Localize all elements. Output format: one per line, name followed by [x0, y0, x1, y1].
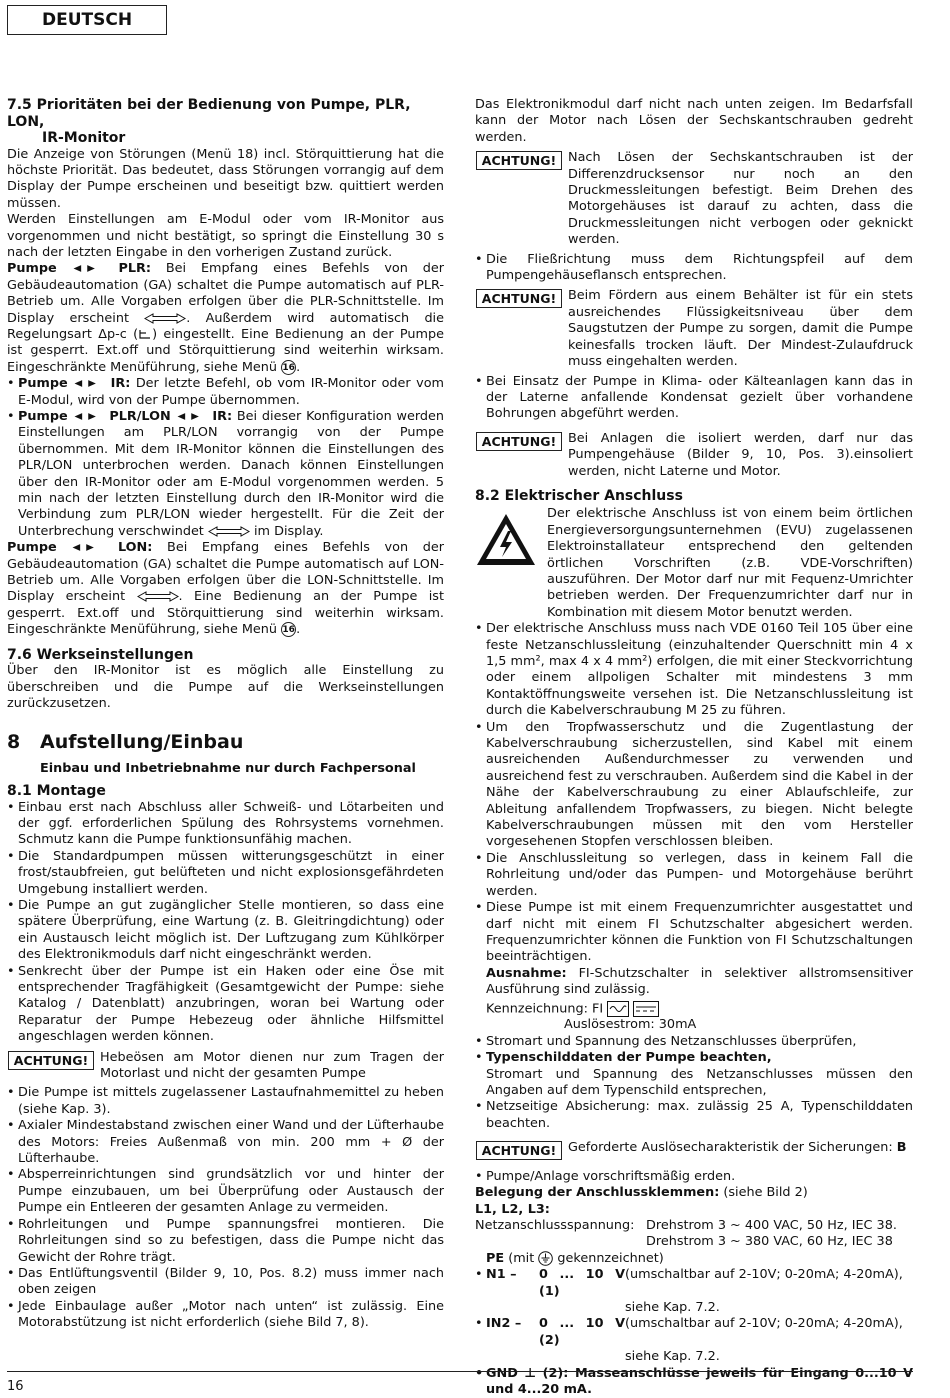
electrical-list [475, 621, 913, 966]
list-item: • Die Anschlussleitung so verlegen, dass in keinem Fall die Rohrleitung und/oder das Pumpen- und Motorgehäuse berührt werden. [475, 851, 913, 900]
electrical-hazard-block: Der elektrische Anschluss ist von einem beim örtlichen Energieversorgungsunternehmen (EVU) zugelassenen Elektroinstallateur entsprechend den geltenden örtlichen Vorschriften (z.B. VDE-Vorschriften) auszuführen. Der Motor darf nur mit Fequenz-Umrichter betrieben werden. Der Frequenzumrichter darf nur in Kombination mit diesem Motor benutzt werden. [475, 506, 913, 621]
language-label-box [7, 5, 167, 35]
list-item: • Die Pumpe ist mittels zugelassener Lastaufnahmemittel zu heben (siehe Kap. 3). [7, 1085, 444, 1118]
paragraph: Über den IR-Monitor ist es möglich alle Einstellung zu überschreiben und die Pumpe auf die Werkseinstellungen zurückzusetzen. [7, 663, 444, 711]
list-item: • Die Standardpumpen müssen witterungsgeschützt in einer frost/staubfreien, gut belüfteten und nicht explosionsgefährdeten Umgebung installiert werden. [7, 849, 444, 898]
earth-ground-icon [538, 1251, 553, 1266]
warning-label: ACHTUNG! [476, 1141, 562, 1160]
double-arrow-filled-icon [73, 411, 105, 422]
section-8-subtitle: Einbau und Inbetriebnahme nur durch Fachpersonal [40, 760, 416, 776]
list-item: • Pumpe/Anlage vorschriftsmäßig erden. [475, 1169, 913, 1185]
language-label: DEUTSCH [42, 10, 133, 30]
section-7-5-title: 7.5 Prioritäten bei der Bedienung von Pumpe, PLR, LON, IR-Monitor [7, 97, 411, 146]
list-item: • Einbau erst nach Abschluss aller Schweiß- und Lötarbeiten und der ggf. erforderlichen Spülung des Rohrsystems vornehmen. Schmutz kann die Pumpe funktionsunfähig machen. [7, 800, 444, 849]
warning-label: ACHTUNG! [8, 1051, 94, 1070]
montage-list-b [7, 1085, 444, 1331]
list-item: • Jede Einbaulage außer „Motor nach unten“ ist zulässig. Eine Motorabstützung ist nicht erforderlich (siehe Bild 7, 8). [7, 1299, 444, 1332]
list-item: • Bei Einsatz der Pumpe in Klima- oder Kälteanlagen kann das in der Laterne anfallende Kondensat gezielt über vorhandene Bohrungen abgeführt werden. [475, 374, 913, 423]
menu-16-icon: 16 [281, 360, 296, 375]
fi-marking: Kennzeichnung: FI [486, 1001, 913, 1018]
list-item: • Rohrleitungen und Pumpe spannungsfrei montieren. Die Rohrleitungen sind so zu befestigen, dass die Pumpe nicht das Gewicht der Rohre trägt. [7, 1217, 444, 1266]
dc-sensitive-icon [633, 1001, 659, 1017]
pump-lon-paragraph: Pumpe LON: Bei Empfang eines Befehls von der Gebäudeautomation (GA) schaltet die Pumpe automatisch auf LON-Betrieb um. Alle Vorgaben erfolgen über die LON-Schnittstelle. Im Display erscheint . Eine Bedienung an der Pumpe ist gesperrt. Ext.off und Störquittierung sind weiterhin wirksam. Eingeschränkte Menüführung, siehe Menü 16. [7, 540, 444, 638]
double-arrow-outline-icon [144, 313, 186, 324]
list-item: • Netzseitige Absicherung: max. zulässig 25 A, Typenschilddaten beachten. [475, 1099, 913, 1132]
list-item: • Die Pumpe an gut zugänglicher Stelle montieren, so dass eine spätere Überprüfung, eine Wartung (z. B. Gleitringdichtung) oder ein Austausch leicht möglich ist. Der Luftzugang zum Kühlkörper des Elektronikmoduls darf nicht eingeschränkt werden. [7, 898, 444, 964]
list-item: • Stromart und Spannung des Netzanschlusses überprüfen, [475, 1034, 913, 1050]
paragraph: Werden Einstellungen am E-Modul oder vom IR-Monitor aus vorgenommen und nicht bestätigt, so springt die Einstellung 30 s nach der letzten Eingabe in den vorherigen Zustand zurück. [7, 212, 444, 260]
warning-note: ACHTUNG! Beim Fördern aus einem Behälter ist für ein stets ausreichendes Flüssigkeitsniveau über dem Saugstutzen der Pumpe zu sorgen, damit die Pumpe keinesfalls trocken läuft. Der Mindest-Zulaufdruck muss eingehalten werden. [475, 288, 913, 370]
double-arrow-outline-icon [137, 591, 179, 602]
double-arrow-outline-icon [208, 526, 250, 537]
double-arrow-filled-icon [73, 378, 105, 389]
warning-label: ACHTUNG! [476, 432, 562, 451]
warning-note: ACHTUNG! Geforderte Auslösecharakteristik der Sicherungen: B [475, 1140, 913, 1156]
page-number: 16 [7, 1379, 24, 1394]
section-8-title: 8 Aufstellung/Einbau [7, 731, 244, 754]
warning-note: ACHTUNG! Hebeösen am Motor dienen nur zum Tragen der Motorlast und nicht der gesamten Pumpe [7, 1050, 444, 1083]
warning-label: ACHTUNG! [476, 289, 562, 308]
ac-sensitive-icon [607, 1001, 629, 1017]
pump-plr-paragraph: Pumpe PLR: Bei Empfang eines Befehls von der Gebäudeautomation (GA) schaltet die Pumpe automatisch auf PLR-Betrieb um. Alle Vorgaben erfolgen über die PLR-Schnittstelle. Im Display erscheint . Außerdem wird automatisch die Regelungsart Δp-c ( ) eingestellt. Eine Bedienung an der Pumpe ist gesperrt. Ext.off und Störquittierung sind weiterhin wirksam. Eingeschränkte Menüführung, siehe Menü 16. [7, 261, 444, 375]
right-column [475, 97, 913, 1398]
warning-note: ACHTUNG! Bei Anlagen die isoliert werden, darf nur das Pumpengehäuse (Bilder 9, 10, Pos. 3).einsoliert werden, nicht Laterne und Motor. [475, 431, 913, 480]
terminal-gnd: • GND ⊥ (2): Masseanschlüsse jeweils für Eingang 0...10 V und 4...20 mA. [475, 1366, 913, 1398]
menu-16-icon: 16 [281, 622, 296, 637]
control-mode-icon [138, 328, 152, 340]
ausnahme-note: Ausnahme: FI-Schutzschalter in selektiver allstromsensitiver Ausführung sind zulässig. Kennzeichnung: FI Auslösestrom: 30mA [486, 965, 913, 1033]
terminal-assignment: Belegung der Anschlussklemmen: (siehe Bild 2) L1, L2, L3: Netzanschlussspannung: Drehstrom 3 ~ 400 VAC, 50 Hz, IEC 38. Drehstrom 3 ~ 380 VAC, 60 Hz, IEC 38 PE (mit gekennzeichnet) • N1 – 0 ... 10 V (1) (umschaltbar auf 2-10V; 0-20mA; 4-20mA), siehe Kap. 7.2. • IN2 – 0 ... 10 V (2) (umschaltbar auf 2-10V; 0-20mA; 4-20mA), siehe Kap. 7.2. • GND ⊥ (2): Masseanschlüsse jeweils für Eingang 0...10 V und 4...20 mA. [475, 1185, 913, 1398]
terminal-in2: • IN2 – 0 ... 10 V (2) (umschaltbar auf 2-10V; 0-20mA; 4-20mA), [475, 1316, 913, 1349]
pump-ir-item: • Pumpe IR: Der letzte Befehl, ob vom IR-Monitor oder vom E-Modul, wird von der Pumpe übernommen. [7, 376, 444, 409]
double-arrow-filled-icon [176, 411, 208, 422]
pump-plrlon-ir-item: • Pumpe PLR/LON IR: Bei dieser Konfiguration werden Einstellungen am PLR/LON vorrangig von der Pumpe übernommen. Mit dem IR-Monitor können die Einstellungen des PLR/LON unterbrochen werden. Danach können Einstellungen über den IR-Monitor oder am E-Modul vorgenommen werden. 5 min nach der letzten Einstellung durch den IR-Monitor wird die Verbindung zum PLR/LON wieder hergestellt. Für die Zeit der Unterbrechung verschwindet im Display. [7, 409, 444, 540]
terminal-n1: • N1 – 0 ... 10 V (1) (umschaltbar auf 2-10V; 0-20mA; 4-20mA), [475, 1267, 913, 1300]
list-item: • Das Entlüftungsventil (Bilder 9, 10, Pos. 8.2) muss immer nach oben zeigen [7, 1266, 444, 1299]
section-7-6-title: 7.6 Werkseinstellungen [7, 646, 194, 663]
list-item: • Axialer Mindestabstand zwischen einer Wand und der Lüfterhaube des Motors: Freies Außenmaß von min. 200 mm + Ø der Lüfterhaube. [7, 1118, 444, 1167]
list-item: • Die Fließrichtung muss dem Richtungspfeil auf dem Pumpengehäuseflansch entsprechen. [475, 252, 913, 285]
montage-list-a [7, 800, 444, 1046]
footer-divider [7, 1371, 913, 1372]
section-8-1-title: 8.1 Montage [7, 783, 106, 800]
left-column [7, 97, 444, 1332]
warning-note: ACHTUNG! Nach Lösen der Sechskantschrauben ist der Differenzdrucksensor nur noch an den Druckmessleitungen befestigt. Beim Drehen des Motorgehäuses ist darauf zu achten, dass die Druckmessleitungen nicht verbogen oder geknickt werden. [475, 150, 913, 248]
list-item: • Senkrecht über der Pumpe ist ein Haken oder eine Öse mit entsprechender Tragfähigkeit (Gesamtgewicht der Pumpe: siehe Katalog / Datenblatt) anzubringen, woran bei Wartung oder Reparatur der Pumpe Hebezeug oder ähnliche Hilfsmittel angeschlagen werden können. [7, 964, 444, 1046]
electrical-hazard-icon [475, 512, 537, 567]
list-item: • Absperreinrichtungen sind grundsätzlich vor und hinter der Pumpe einzubauen, um bei Überprüfung oder Austausch der Pumpe ein Entleeren der gesamten Anlage zu vermeiden. [7, 1167, 444, 1216]
double-arrow-filled-icon [72, 263, 104, 274]
ausloesestrom: Auslösestrom: 30mA [564, 1017, 697, 1033]
double-arrow-filled-icon [71, 542, 103, 553]
list-item: • Diese Pumpe ist mit einem Frequenzumrichter ausgestattet und darf nicht mit einem FI Schutzschalter abgesichert werden. Frequenzumrichter können die Funktion von FI Schutzschaltungen beeinträchtigen. [475, 900, 913, 966]
paragraph: Die Anzeige von Störungen (Menü 18) incl. Störquittierung hat die höchste Priorität. Das bedeutet, dass Störungen vorrangig auf dem Display der Pumpe erscheinen und beseitigt bzw. quittiert werden müssen. [7, 146, 444, 211]
list-item: • Typenschilddaten der Pumpe beachten, Stromart und Spannung des Netzanschlusses müssen den Angaben auf dem Typenschild entsprechen, [475, 1050, 913, 1099]
list-item: • Um den Tropfwasserschutz und die Zugentlastung der Kabelverschraubung sicherzustellen, sind Kabel mit einem ausreichenden Außendurchmesser zu verwenden und ausreichend fest zu verschrauben. Außerdem sind die Kabel in der Nähe der Kabelverschraubung zu einer Ablaufschleife, zur Ableitung anfallendem Tropfwassers, zu biegen. Nicht belegte Kabelverschraubungen müssen mit den vom Hersteller vorgesehenen Stopfen verschlossen bleiben. [475, 720, 913, 851]
warning-label: ACHTUNG! [476, 151, 562, 170]
section-8-2-title: 8.2 Elektrischer Anschluss [475, 487, 683, 504]
list-item: • Der elektrische Anschluss muss nach VDE 0160 Teil 105 über eine feste Netzanschlussleitung (einzuhaltender Querschnitt min 4 x 1,5 mm², max 4 x 4 mm²) erfolgen, die mit einer Steckvorrichtung oder einem allpoligen Schalter mit mindestens 3 mm Kontaktöffnungsweite versehen ist. Die Netzanschlussleitung ist durch die Kabelverschraubung M 25 zu führen. [475, 621, 913, 719]
paragraph: Das Elektronikmodul darf nicht nach unten zeigen. Im Bedarfsfall kann der Motor nach Lösen der Sechskantschrauben gedreht werden. [475, 97, 913, 145]
